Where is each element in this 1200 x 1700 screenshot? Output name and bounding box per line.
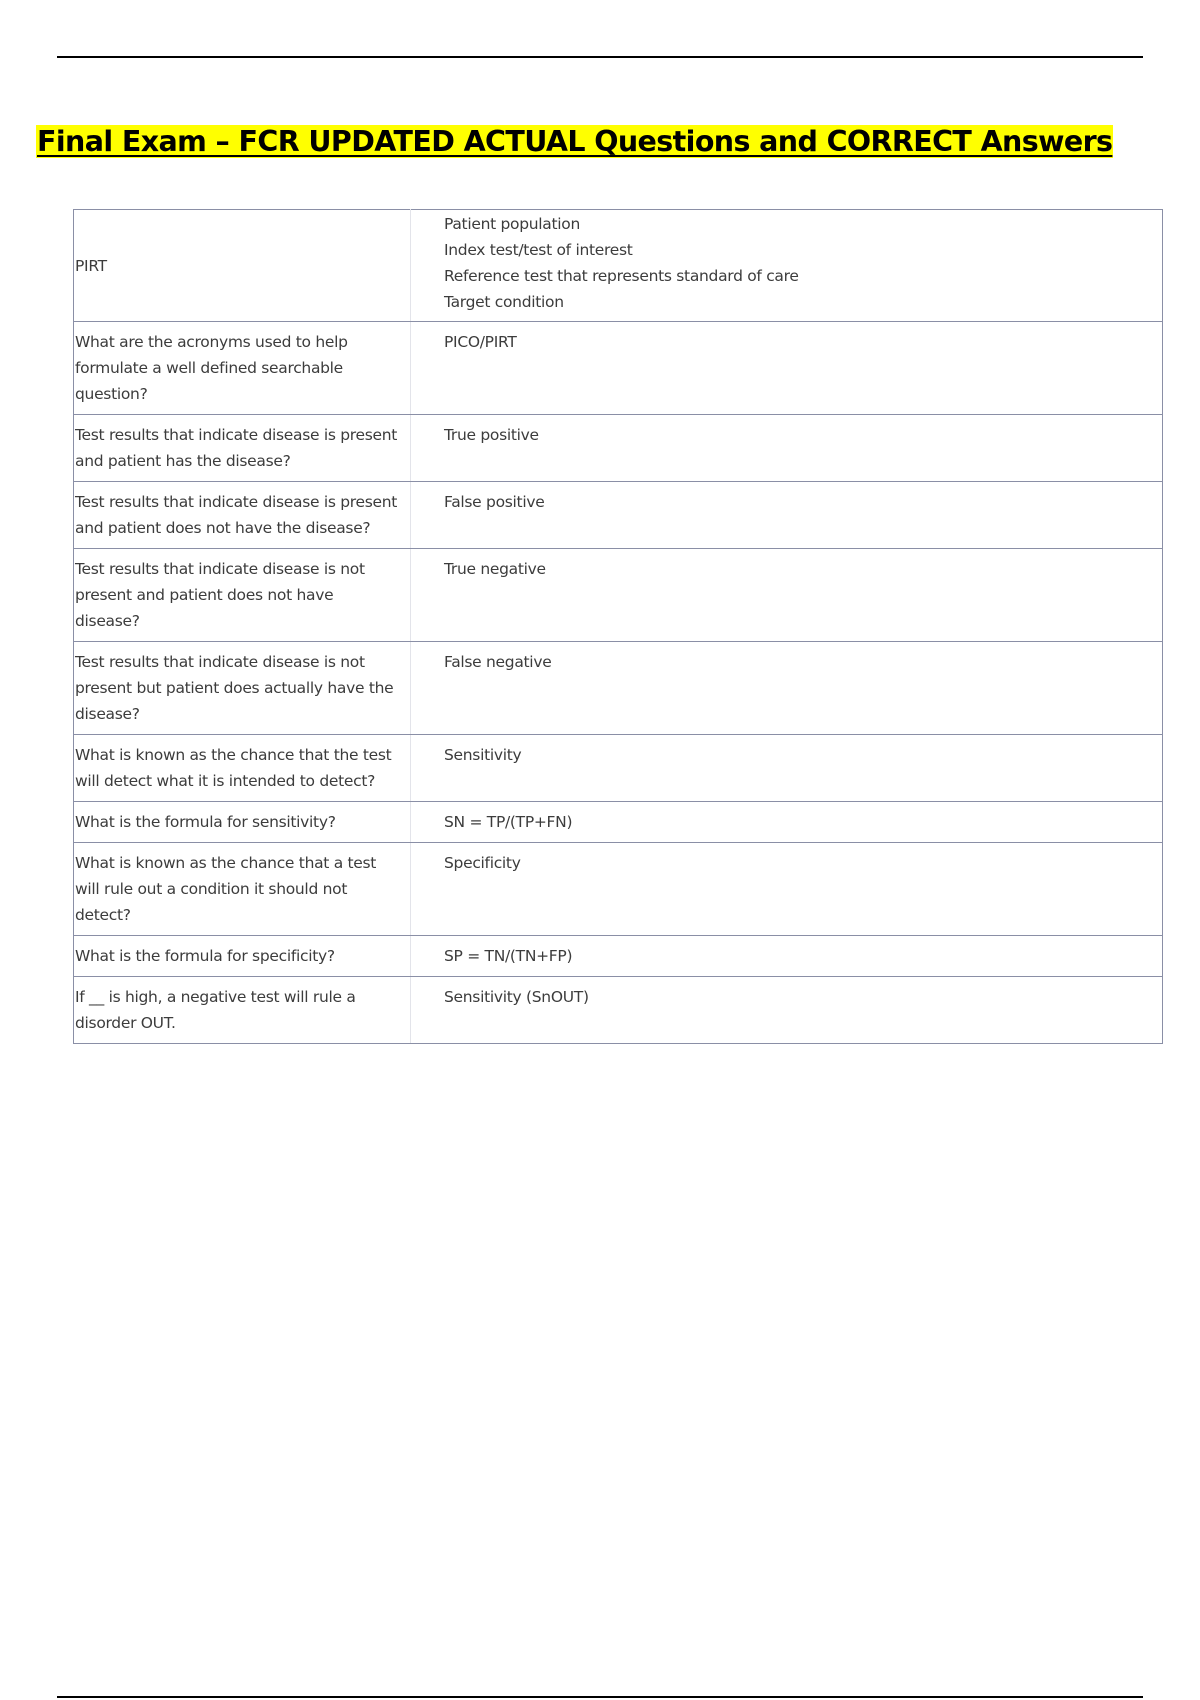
answer-cell: Sensitivity: [411, 735, 1163, 802]
question-cell: Test results that indicate disease is not present and patient does not have disease?: [74, 549, 411, 642]
question-cell: What is the formula for specificity?: [74, 936, 411, 977]
answer-cell: PICO/PIRT: [411, 322, 1163, 415]
table-row: [74, 482, 1163, 549]
table-row: [74, 322, 1163, 415]
answer-cell: False positive: [411, 482, 1163, 549]
answer-cell: Sensitivity (SnOUT): [411, 977, 1163, 1044]
question-cell: Test results that indicate disease is present and patient does not have the disease?: [74, 482, 411, 549]
document-title: [36, 122, 1113, 162]
answer-cell: SP = TN/(TN+FP): [411, 936, 1163, 977]
answer-cell: Specificity: [411, 843, 1163, 936]
answer-line: Patient population: [444, 215, 580, 233]
question-cell: PIRT: [74, 210, 411, 322]
table-row: [74, 210, 1163, 322]
table-row: [74, 735, 1163, 802]
table-row: [74, 415, 1163, 482]
answer-line: Target condition: [444, 293, 564, 311]
header-rule: [57, 56, 1143, 58]
answer-cell: True negative: [411, 549, 1163, 642]
answer-line: Index test/test of interest: [444, 241, 633, 259]
table-row: [74, 802, 1163, 843]
question-cell: If __ is high, a negative test will rule a disorder OUT.: [74, 977, 411, 1044]
answer-cell: SN = TP/(TP+FN): [411, 802, 1163, 843]
table-row: [74, 977, 1163, 1044]
table-row: [74, 936, 1163, 977]
question-cell: What is known as the chance that the test will detect what it is intended to detect?: [74, 735, 411, 802]
answer-cell: False negative: [411, 642, 1163, 735]
answer-cell: [411, 210, 1163, 322]
table-row: [74, 843, 1163, 936]
answer-line: Reference test that represents standard of care: [444, 267, 799, 285]
qa-table: [73, 209, 1163, 1044]
table-row: [74, 549, 1163, 642]
answer-cell: True positive: [411, 415, 1163, 482]
question-cell: What are the acronyms used to help formulate a well defined searchable question?: [74, 322, 411, 415]
question-cell: Test results that indicate disease is not present but patient does actually have the disease?: [74, 642, 411, 735]
question-cell: What is known as the chance that a test will rule out a condition it should not detect?: [74, 843, 411, 936]
document-title-text: Final Exam – FCR UPDATED ACTUAL Questions and CORRECT Answers: [37, 125, 1113, 158]
table-row: [74, 642, 1163, 735]
footer-rule: [57, 1696, 1143, 1698]
question-cell: What is the formula for sensitivity?: [74, 802, 411, 843]
question-cell: Test results that indicate disease is present and patient has the disease?: [74, 415, 411, 482]
